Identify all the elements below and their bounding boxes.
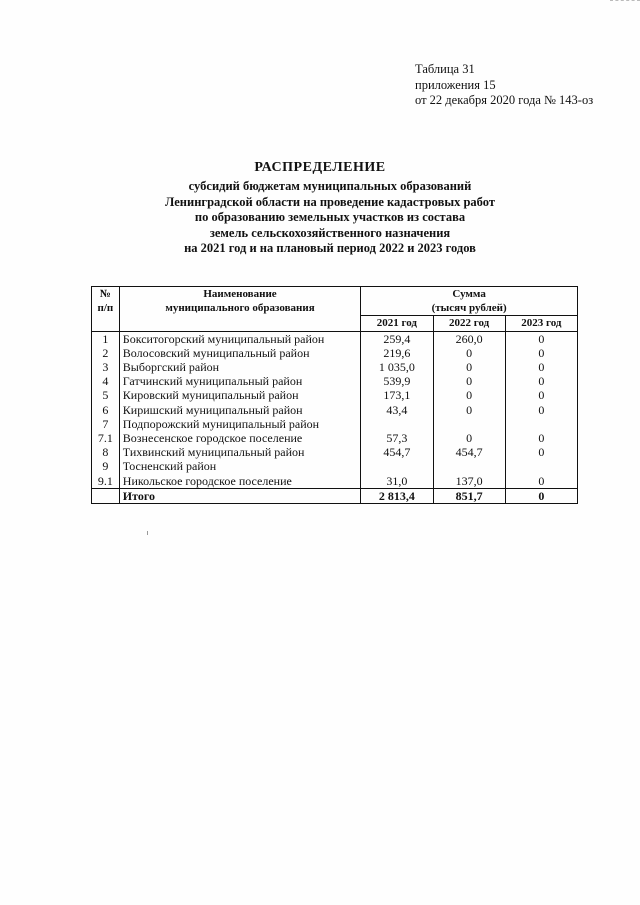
reference-line-3: от 22 декабря 2020 года № 143-оз — [415, 93, 594, 107]
subsidy-distribution-table — [91, 286, 578, 504]
row-number: 7.1 — [92, 431, 120, 445]
value-2021 — [361, 459, 433, 473]
header-year-2023: 2023 год — [505, 316, 577, 331]
municipality-name: Кировский муниципальный район — [119, 388, 360, 402]
scan-edge-mark — [610, 0, 640, 4]
row-number: 3 — [92, 360, 120, 374]
header-year-2022: 2022 год — [433, 316, 505, 331]
value-2022: 0 — [433, 360, 505, 374]
value-2021: 539,9 — [361, 374, 433, 388]
total-2021: 2 813,4 — [361, 488, 433, 503]
value-2022 — [433, 417, 505, 431]
header-year-2021: 2021 год — [361, 316, 433, 331]
value-2022 — [433, 459, 505, 473]
municipality-name: Вознесенское городское поселение — [119, 431, 360, 445]
title-line-2: Ленинградской области на проведение кадастровых работ — [165, 194, 495, 209]
row-number: 8 — [92, 445, 120, 459]
value-2021: 1 035,0 — [361, 360, 433, 374]
value-2022: 137,0 — [433, 474, 505, 489]
municipality-name: Киришский муниципальный район — [119, 403, 360, 417]
value-2021: 173,1 — [361, 388, 433, 402]
value-2023: 0 — [505, 374, 577, 388]
table-row — [92, 388, 578, 402]
municipality-name: Бокситогорский муниципальный район — [119, 331, 360, 346]
value-2022: 0 — [433, 388, 505, 402]
value-2023: 0 — [505, 474, 577, 489]
scan-speck — [147, 531, 148, 535]
row-number: 7 — [92, 417, 120, 431]
value-2022: 0 — [433, 403, 505, 417]
row-number: 9 — [92, 459, 120, 473]
title-line-3: по образованию земельных участков из состава — [194, 210, 466, 224]
table-row — [92, 431, 578, 445]
municipality-name: Волосовский муниципальный район — [119, 346, 360, 360]
row-number: 4 — [92, 374, 120, 388]
value-2022: 0 — [433, 431, 505, 445]
value-2021 — [361, 417, 433, 431]
table-body — [92, 331, 578, 503]
value-2023: 0 — [505, 346, 577, 360]
total-number-cell — [92, 488, 120, 503]
table-row — [92, 417, 578, 431]
municipality-name: Подпорожский муниципальный район — [119, 417, 360, 431]
value-2023: 0 — [505, 445, 577, 459]
value-2021: 43,4 — [361, 403, 433, 417]
value-2023 — [505, 417, 577, 431]
municipality-name: Тосненский район — [119, 459, 360, 473]
table-row — [92, 331, 578, 346]
total-label: Итого — [119, 488, 360, 503]
value-2023: 0 — [505, 403, 577, 417]
total-row — [92, 488, 578, 503]
value-2021: 454,7 — [361, 445, 433, 459]
value-2021: 219,6 — [361, 346, 433, 360]
value-2023: 0 — [505, 431, 577, 445]
row-number: 9.1 — [92, 474, 120, 489]
title-line-1: субсидий бюджетам муниципальных образований — [188, 179, 472, 193]
value-2022: 0 — [433, 346, 505, 360]
value-2022: 454,7 — [433, 445, 505, 459]
reference-line-1: Таблица 31 — [415, 62, 475, 76]
title-line-5: на 2021 год и на плановый период 2022 и 2023 годов — [184, 241, 476, 255]
table-row — [92, 346, 578, 360]
table-row — [92, 403, 578, 417]
table-row — [92, 374, 578, 388]
municipality-name: Никольское городское поселение — [119, 474, 360, 489]
document-title — [0, 160, 640, 257]
municipality-name: Выборгский район — [119, 360, 360, 374]
value-2023: 0 — [505, 331, 577, 346]
table-row — [92, 474, 578, 489]
value-2023 — [505, 459, 577, 473]
municipality-name: Гатчинский муниципальный район — [119, 374, 360, 388]
table-row — [92, 445, 578, 459]
value-2023: 0 — [505, 388, 577, 402]
value-2022: 260,0 — [433, 331, 505, 346]
row-number: 6 — [92, 403, 120, 417]
total-2023: 0 — [505, 488, 577, 503]
row-number: 5 — [92, 388, 120, 402]
header-sum: Сумма (тысяч рублей) — [361, 287, 578, 316]
value-2021: 259,4 — [361, 331, 433, 346]
row-number: 2 — [92, 346, 120, 360]
header-municipality-name: Наименование муниципального образования — [119, 287, 360, 332]
table-row — [92, 459, 578, 473]
municipality-name: Тихвинский муниципальный район — [119, 445, 360, 459]
value-2021: 31,0 — [361, 474, 433, 489]
row-number: 1 — [92, 331, 120, 346]
value-2021: 57,3 — [361, 431, 433, 445]
title-line-4: земель сельскохозяйственного назначения — [209, 225, 451, 240]
value-2022: 0 — [433, 374, 505, 388]
total-2022: 851,7 — [433, 488, 505, 503]
header-number: № п/п — [92, 287, 120, 332]
value-2023: 0 — [505, 360, 577, 374]
title-main: РАСПРЕДЕЛЕНИЕ — [254, 160, 386, 175]
table-reference-note — [415, 62, 593, 109]
reference-line-2: приложения 15 — [415, 77, 496, 92]
table-row — [92, 360, 578, 374]
